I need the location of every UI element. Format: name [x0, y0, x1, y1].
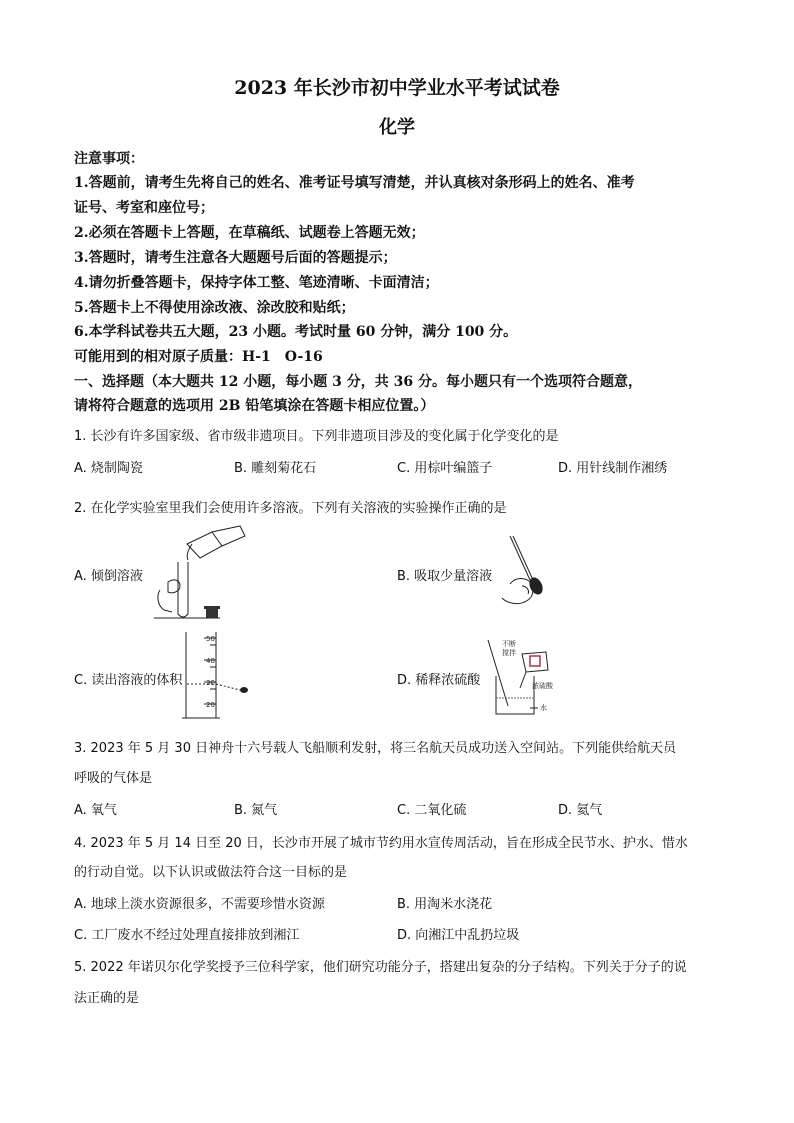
- acid-label: 浓硫酸: [532, 682, 553, 690]
- q4-stem-2: 的行动自觉。以下认识或做法符合这一目标的是: [74, 865, 348, 880]
- q3-option-d: D. 氦气: [558, 803, 603, 818]
- q2-option-c: C. 读出溶液的体积: [74, 673, 183, 688]
- note-4: 4.请勿折叠答题卡，保持字体工整、笔迹清晰、卡面清洁；: [74, 275, 439, 291]
- subject-title: 化学: [379, 117, 415, 138]
- water-label: 水: [540, 704, 547, 712]
- section-heading-2: 请将符合题意的选项用 2B 铅笔填涂在答题卡相应位置。）: [74, 398, 435, 414]
- notes-heading: 注意事项：: [74, 151, 144, 167]
- q3-stem-1: 3. 2023 年 5 月 30 日神舟十六号载人飞船顺利发射，将三名航天员成功送入空间站。下列能供给航天员: [74, 741, 677, 756]
- q1-option-b: B. 雕刻菊花石: [234, 461, 317, 476]
- q2-option-a: A. 倾倒溶液: [74, 569, 143, 584]
- q1-option-a: A. 烧制陶瓷: [74, 461, 143, 476]
- q1-option-d: D. 用针线制作湘绣: [558, 461, 668, 476]
- atomic-mass: 可能用到的相对原子质量：H-1 O-16: [74, 349, 323, 365]
- q5-stem-2: 法正确的是: [74, 991, 140, 1006]
- note-3: 3.答题时，请考生注意各大题题号后面的答题提示；: [74, 250, 397, 266]
- note-1-cont: 证号、考室和座位号；: [74, 200, 214, 216]
- q4-option-b: B. 用淘米水浇花: [397, 897, 493, 912]
- cylinder-tick-20: 20: [206, 701, 215, 709]
- note-5: 5.答题卡上不得使用涂改液、涂改胶和贴纸；: [74, 300, 355, 316]
- cylinder-tick-40: 40: [206, 657, 215, 665]
- q5-stem-1: 5. 2022 年诺贝尔化学奖授予三位科学家，他们研究功能分子，搭建出复杂的分子结构。下列关于分子的说: [74, 960, 687, 975]
- q4-stem-1: 4. 2023 年 5 月 14 日至 20 日，长沙市开展了城市节约用水宣传周活动，旨在形成全民节水、护水、惜水: [74, 836, 688, 851]
- note-6: 6.本学科试卷共五大题，23 小题。考试时量 60 分钟，满分 100 分。: [74, 324, 518, 340]
- exam-title: 2023 年长沙市初中学业水平考试试卷: [234, 77, 560, 99]
- cylinder-tick-30: 30: [206, 679, 215, 687]
- cylinder-tick-50: 50: [206, 635, 215, 643]
- q3-option-c: C. 二氧化硫: [397, 803, 467, 818]
- note-1: 1.答题前，请考生先将自己的姓名、准考证号填写清楚，并认真核对条形码上的姓名、准考: [74, 175, 635, 191]
- q2-stem: 2. 在化学实验室里我们会使用许多溶液。下列有关溶液的实验操作正确的是: [74, 501, 507, 516]
- q1-stem: 1. 长沙有许多国家级、省市级非遗项目。下列非遗项目涉及的变化属于化学变化的是: [74, 429, 559, 444]
- figure-dilute-acid: [486, 636, 576, 718]
- q3-stem-2: 呼吸的气体是: [74, 771, 153, 786]
- figure-pour-solution: [150, 522, 260, 622]
- section-heading-1: 一、选择题（本大题共 12 小题，每小题 3 分，共 36 分。每小题只有一个选项符合题意，: [74, 374, 642, 390]
- figure-dropper: [500, 534, 560, 614]
- q4-option-a: A. 地球上淡水资源很多，不需要珍惜水资源: [74, 897, 325, 912]
- stir-label-1: 不断: [502, 640, 516, 648]
- q2-option-b: B. 吸取少量溶液: [397, 569, 493, 584]
- q3-option-b: B. 氮气: [234, 803, 278, 818]
- note-2: 2.必须在答题卡上答题，在草稿纸、试题卷上答题无效；: [74, 225, 425, 241]
- q4-option-d: D. 向湘江中乱扔垃圾: [397, 928, 520, 943]
- q3-option-a: A. 氧气: [74, 803, 117, 818]
- q1-option-c: C. 用棕叶编篮子: [397, 461, 493, 476]
- q4-option-c: C. 工厂废水不经过处理直接排放到湘江: [74, 928, 300, 943]
- figure-graduated-cylinder: [178, 630, 258, 722]
- stir-label-2: 搅拌: [502, 649, 516, 657]
- q2-option-d: D. 稀释浓硫酸: [397, 673, 481, 688]
